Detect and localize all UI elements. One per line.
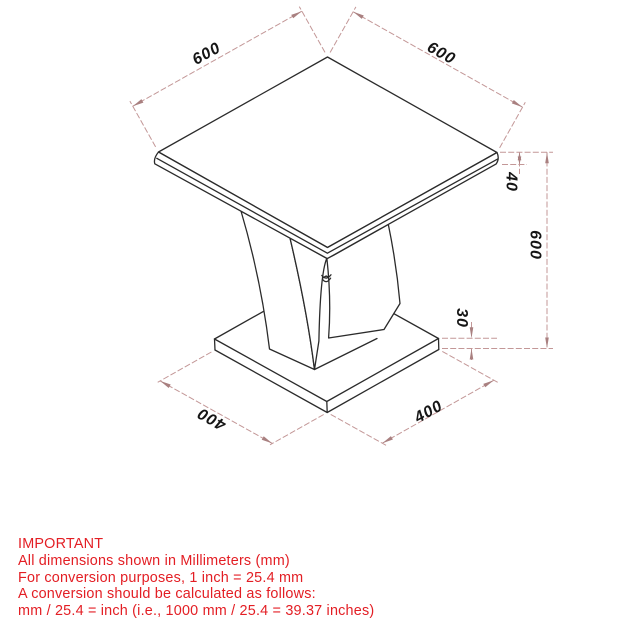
ext-line — [158, 352, 212, 382]
dim-label-thickness-40: 40 — [502, 172, 520, 192]
arrowhead — [470, 349, 474, 360]
base-silhouette — [215, 276, 439, 413]
important-notes — [18, 536, 374, 620]
dim-label-base-thickness-30: 30 — [453, 308, 470, 328]
arrowhead — [545, 338, 549, 349]
table-top — [154, 57, 498, 259]
base-plate — [215, 276, 439, 413]
arrowhead — [470, 327, 474, 338]
dim-label-height-600: 600 — [526, 230, 544, 260]
ext-line — [299, 7, 325, 53]
arrowhead — [353, 12, 364, 19]
arrowhead — [545, 152, 549, 163]
notes-line: A conversion should be calculated as follows: — [18, 586, 316, 603]
arrowhead — [133, 99, 144, 106]
ext-line — [331, 414, 387, 445]
dim-label-base-right-400: 400 — [411, 397, 446, 427]
notes-title: IMPORTANT — [18, 536, 104, 552]
arrowhead — [291, 11, 302, 18]
ext-line — [270, 415, 324, 445]
arrowhead — [512, 100, 523, 107]
arrowhead — [518, 157, 522, 165]
table-top-surface — [159, 57, 498, 248]
notes-line: For conversion purposes, 1 inch = 25.4 mm — [18, 569, 304, 586]
arrowhead — [262, 436, 273, 443]
ext-line — [442, 351, 498, 382]
notes-line: All dimensions shown in Millimeters (mm) — [18, 552, 290, 569]
notes-line: mm / 25.4 = inch (i.e., 1000 mm / 25.4 = 39.37 inches) — [18, 603, 375, 620]
dim-label-top-right-600: 600 — [424, 38, 459, 69]
arrowhead — [160, 381, 171, 388]
arrowhead — [483, 380, 494, 387]
arrowhead — [382, 436, 393, 443]
ext-line — [130, 101, 156, 147]
dim-label-top-left-600: 600 — [189, 39, 224, 69]
dim-label-base-left-400: 400 — [194, 403, 229, 434]
ext-line — [330, 7, 356, 53]
ext-line — [500, 102, 526, 148]
